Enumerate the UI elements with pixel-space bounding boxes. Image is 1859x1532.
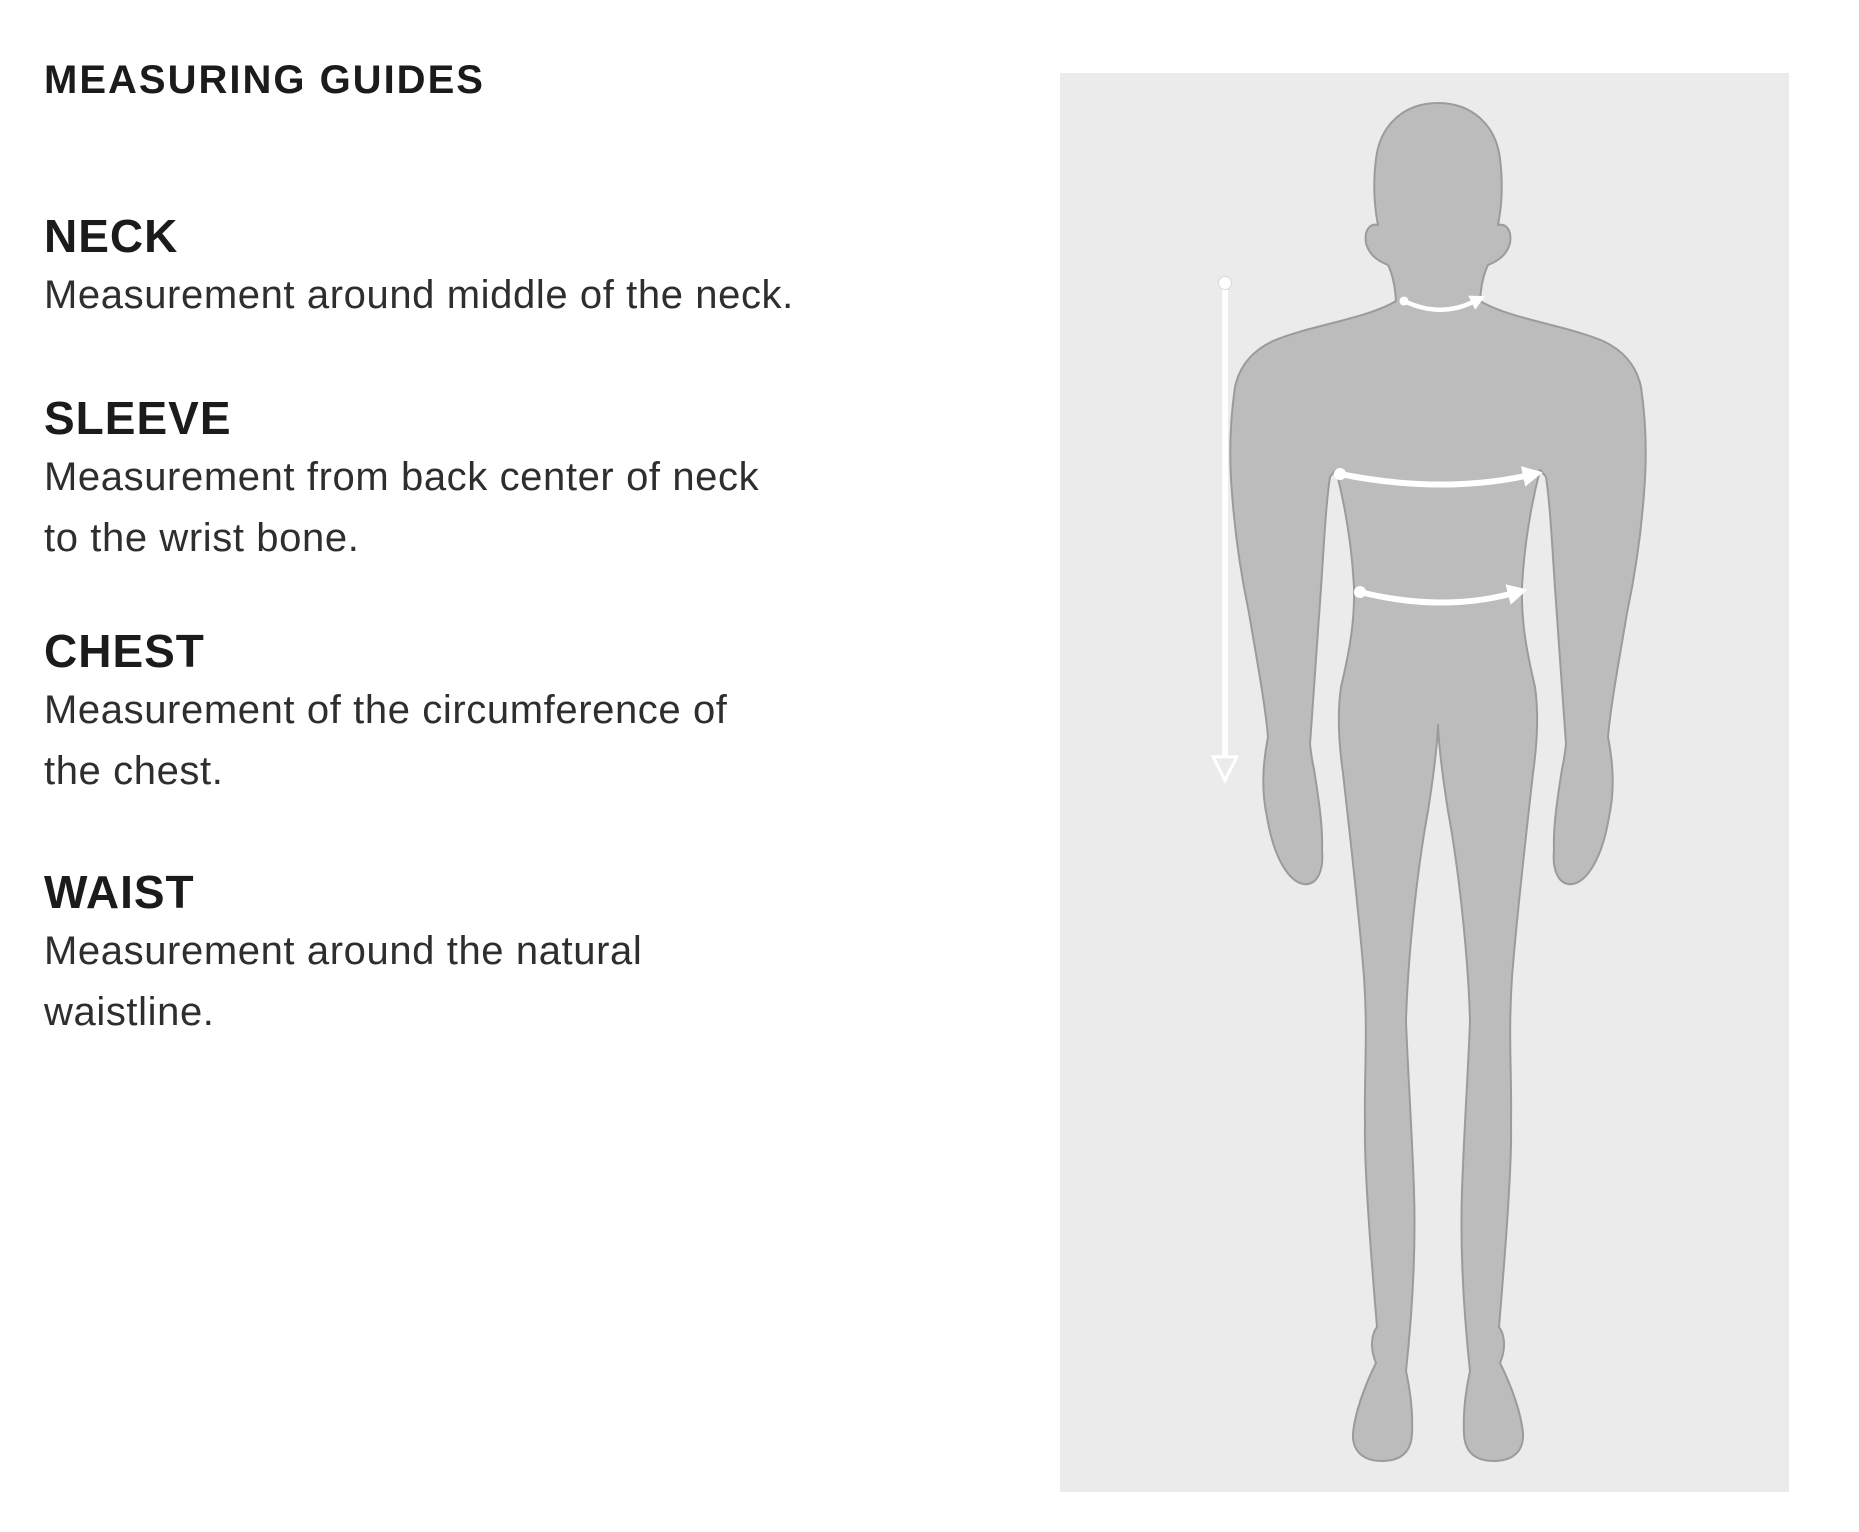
section-waist-heading: WAIST (44, 866, 195, 918)
section-waist (44, 866, 904, 1043)
section-sleeve (44, 392, 904, 569)
section-chest-text: Measurement of the circumference of (44, 688, 728, 732)
section-chest (44, 625, 904, 802)
section-waist-text: waistline. (44, 990, 215, 1034)
section-sleeve-text: to the wrist bone. (44, 516, 360, 560)
body-diagram-panel (1060, 73, 1789, 1492)
section-neck (44, 210, 904, 326)
section-sleeve-heading: SLEEVE (44, 392, 232, 444)
section-neck-heading: NECK (44, 210, 179, 262)
section-neck-text: Measurement around middle of the neck. (44, 273, 794, 317)
body-diagram (1060, 73, 1789, 1492)
section-waist-text: Measurement around the natural (44, 929, 643, 973)
section-chest-text: the chest. (44, 749, 224, 793)
page-title: MEASURING GUIDES (44, 58, 485, 102)
section-chest-heading: CHEST (44, 625, 205, 677)
body-silhouette (1230, 103, 1645, 1461)
section-sleeve-text: Measurement from back center of neck (44, 455, 760, 499)
